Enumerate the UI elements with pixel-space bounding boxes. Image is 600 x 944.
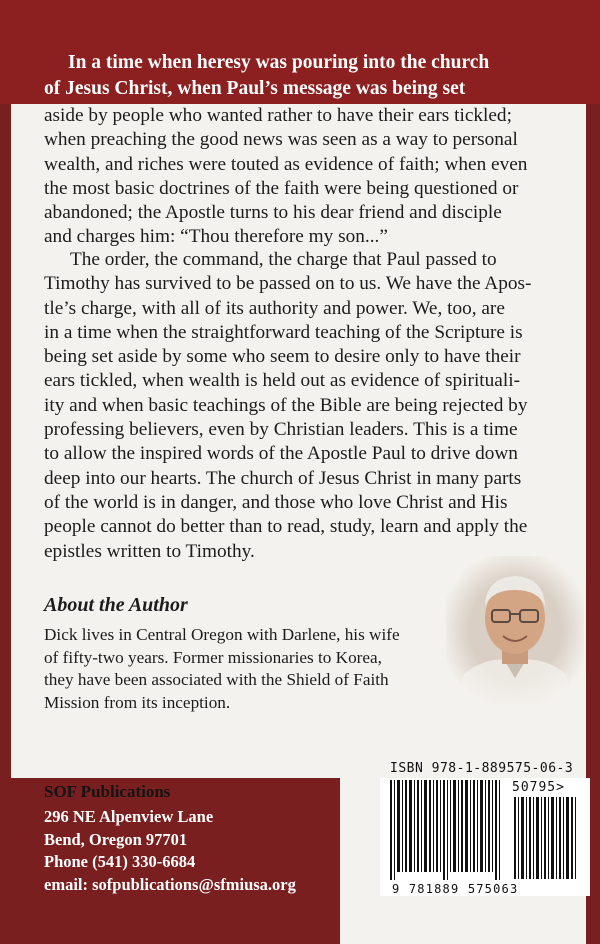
body-paragraph (44, 248, 564, 564)
bio-line: of fifty-two years. Former missionaries to Korea, (44, 647, 382, 667)
text-line: wealth, and riches were touted as evidence of faith; when even (44, 153, 528, 175)
text-line: ity and when basic teachings of the Bible are being rejected by (44, 394, 528, 416)
author-photo (446, 556, 584, 704)
banner-line-2: of Jesus Christ, when Paul’s message was being set (44, 78, 466, 99)
bio-line: they have been associated with the Shield of Faith (44, 670, 389, 689)
text-line: abandoned; the Apostle turns to his dear friend and disciple (44, 202, 502, 224)
publisher-name: SOF Publications (44, 782, 171, 801)
phone-line: Phone (541) 330-6684 (44, 852, 196, 871)
text-line: tle’s charge, with all of its authority and power. We, too, are (44, 297, 505, 319)
banner-text (44, 50, 544, 102)
text-line: people cannot do better than to read, study, learn and apply the (44, 516, 528, 538)
text-line: being set aside by some who seem to desire only to have their (44, 346, 521, 368)
price-addon-barcode-icon (512, 797, 582, 879)
text-line: of the world is in danger, and those who love Christ and His (44, 491, 508, 513)
email-line[interactable]: email: sofpublications@sfmiusa.org (44, 874, 296, 894)
text-line: deep into our hearts. The church of Jesus Christ in many parts (44, 467, 522, 489)
text-line: and charges him: “Thou therefore my son...” (44, 226, 388, 248)
text-line: when preaching the good news was seen as a way to personal (44, 129, 518, 151)
author-portrait-icon (446, 556, 584, 704)
text-line: aside by people who wanted rather to have their ears tickled; (44, 105, 512, 126)
text-line: professing believers, even by Christian leaders. This is a time (44, 419, 518, 441)
isbn-barcode-icon (388, 780, 508, 880)
publisher-contact (44, 806, 296, 896)
author-bio (44, 624, 454, 714)
about-author-heading: About the Author (44, 594, 188, 616)
intro-paragraph (44, 104, 564, 250)
isbn-label: ISBN 978-1-889575-06-3 (390, 761, 574, 776)
text-line: epistles written to Timothy. (44, 540, 255, 562)
bio-line: Mission from its inception. (44, 692, 231, 712)
barcode-digits: 9 781889 575063 (392, 882, 519, 896)
text-line: ears tickled, when wealth is held out as evidence of spirituali- (44, 370, 520, 392)
text-line: Timothy has survived to be passed on to us. We have the Apos- (44, 273, 532, 295)
address-line-2: Bend, Oregon 97701 (44, 829, 188, 849)
price-code: 50795> (512, 780, 565, 795)
bio-line: Dick lives in Central Oregon with Darlene, his wife (44, 625, 400, 644)
text-line: in a time when the straightforward teaching of the Scripture is (44, 321, 523, 343)
address-line-1: 296 NE Alpenview Lane (44, 807, 214, 826)
banner-line-1: In a time when heresy was pouring into the church (68, 52, 490, 73)
text-line: to allow the inspired words of the Apostle Paul to drive down (44, 443, 518, 465)
text-line: The order, the command, the charge that Paul passed to (70, 249, 497, 270)
text-line: the most basic doctrines of the faith were being questioned or (44, 177, 519, 199)
